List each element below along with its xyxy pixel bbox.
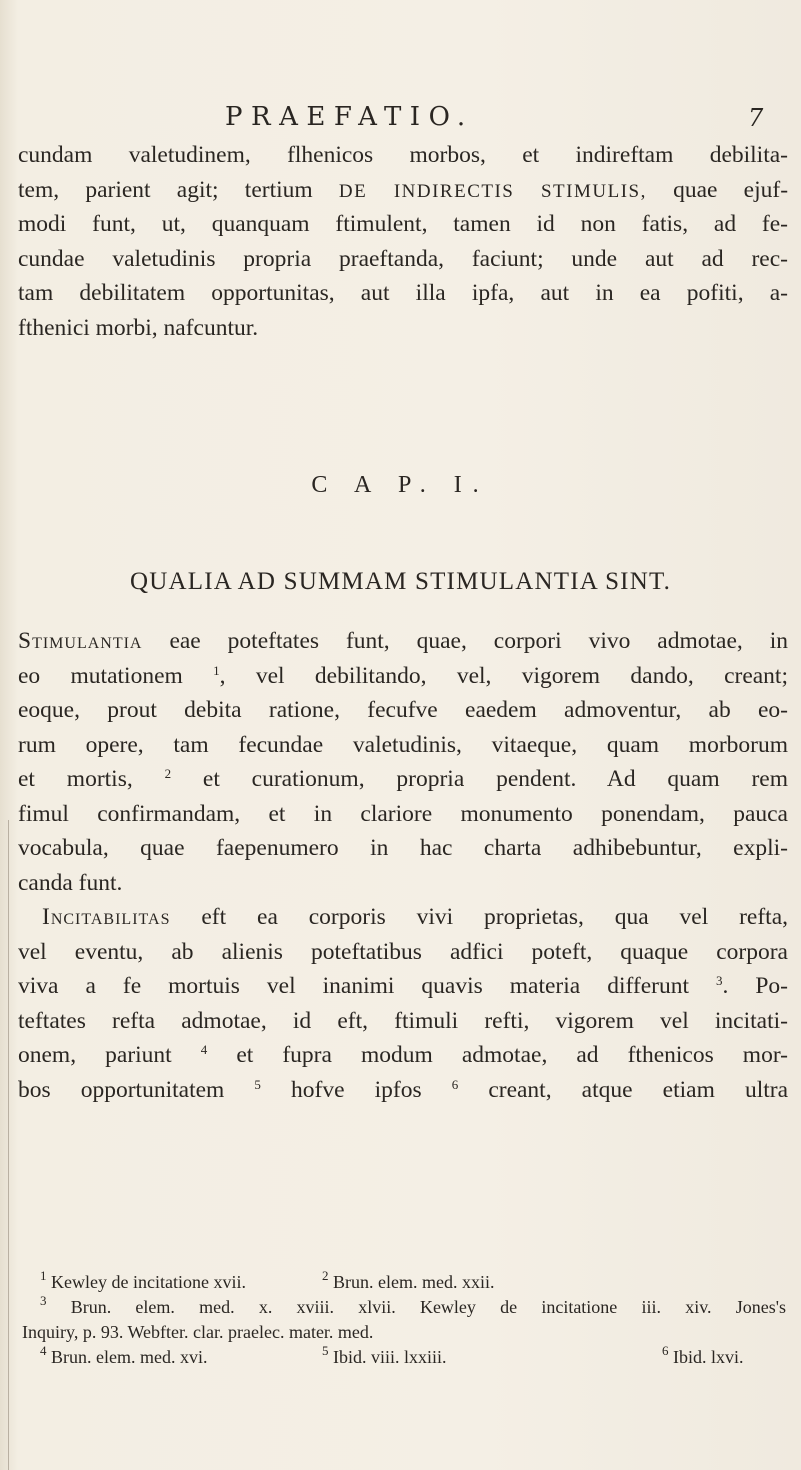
text-line: tam debilitatem opportunitas, aut illa ipfa, aut in ea pofiti, a- bbox=[18, 280, 788, 306]
footnote-3: Brun. elem. med. x. xviii. xlvii. Kewley de incitatione iii. xiv. Jones's bbox=[70, 1297, 787, 1317]
text-line: fimul confirmandam, et in clariore monumento ponendam, pauca bbox=[18, 800, 788, 827]
paragraph-stimulantia bbox=[18, 624, 788, 900]
page-number: 7 bbox=[748, 104, 764, 132]
text-line: canda funt. bbox=[18, 869, 123, 896]
running-head bbox=[0, 100, 801, 140]
footnote-row: $^1$ Kewley de incitatione xvii. $^2$ Brun. elem. med. xxii. bbox=[40, 1268, 495, 1292]
text-line: bos opportunitatem $^5$ hofve ipfos $^6$ creant, atque etiam ultra bbox=[18, 1076, 789, 1103]
footnote-row: $^3$ Brun. elem. med. x. xviii. xlvii. Kewley de incitatione iii. xiv. Jones's bbox=[40, 1293, 787, 1317]
footnote-marker: 5 bbox=[254, 1076, 261, 1092]
text-line: onem, pariunt $^4$ et fupra modum admotae, ad fthenicos mor- bbox=[18, 1042, 789, 1068]
footnote-marker: 6 bbox=[451, 1076, 459, 1092]
footnote-marker: 1 bbox=[213, 662, 220, 678]
text-line: teftates refta admotae, id eft, ftimuli refti, vigorem vel incitati- bbox=[18, 1007, 788, 1034]
lead-term: Incitabilitas bbox=[42, 904, 171, 930]
chapter-label: C A P. I. bbox=[311, 472, 490, 498]
text-line: fthenici morbi, nafcuntur. bbox=[18, 314, 259, 341]
footnote-5: Ibid. viii. lxxiii. bbox=[333, 1347, 447, 1367]
page-gutter-edge bbox=[8, 820, 9, 1470]
footnote-1: Kewley de incitatione xvii. bbox=[51, 1272, 246, 1292]
footnote-marker: 2 bbox=[164, 766, 172, 781]
text-line: vel eventu, ab alienis poteftatibus adfici poteft, quaque corpora bbox=[18, 938, 788, 965]
footnote-6: Ibid. lxvi. bbox=[673, 1347, 744, 1367]
footnote-4: Brun. elem. med. xvi. bbox=[51, 1347, 208, 1367]
footnote-marker: 4 bbox=[200, 1042, 208, 1057]
chapter-title: QUALIA AD SUMMAM STIMULANTIA SINT. bbox=[129, 568, 672, 595]
paragraph-incitabilitas bbox=[18, 900, 788, 1107]
footnote-marker: 3 bbox=[716, 973, 723, 988]
text-line: cundae valetudinis propria praeftanda, faciunt; unde aut ad rec- bbox=[18, 245, 788, 272]
text-line: cundam valetudinem, flhenicos morbos, et indireftam debilita- bbox=[18, 142, 788, 168]
footnote-row bbox=[22, 1320, 786, 1345]
text-line: Incitabilitas eft ea corporis vivi proprietas, qua vel refta, bbox=[42, 904, 789, 930]
text-line: Stimulantia eae poteftates funt, quae, corpori vivo admotae, in bbox=[18, 628, 788, 654]
footnotes bbox=[22, 1270, 786, 1370]
small-caps-phrase: DE INDIRECTIS STIMULIS, bbox=[338, 180, 647, 202]
lead-term: Stimulantia bbox=[18, 628, 143, 654]
running-head-title: PRAEFATIO. bbox=[225, 102, 474, 132]
text-line: eoque, prout debita ratione, fecufve eaedem admoventur, ab eo- bbox=[18, 697, 788, 723]
paragraph-continuation bbox=[18, 138, 788, 345]
text-line: viva a fe mortuis vel inanimi quavis materia differunt $^3$. Po- bbox=[18, 973, 789, 999]
text-line: vocabula, quae faepenumero in hac charta adhibebuntur, expli- bbox=[18, 835, 788, 861]
footnote-row: $^4$ Brun. elem. med. xvi. $^5$ Ibid. viii. lxxiii. $^6$ Ibid. lxvi. bbox=[40, 1343, 744, 1367]
text-line: rum opere, tam fecundae valetudinis, vitaeque, quam morborum bbox=[18, 731, 788, 758]
footnote-3-continued: Inquiry, p. 93. Webfter. clar. praelec. mater. med. bbox=[22, 1322, 374, 1342]
text-line: eo mutationem $^1$, vel debilitando, vel, vigorem dando, creant; bbox=[18, 662, 788, 689]
footnote-2: Brun. elem. med. xxii. bbox=[333, 1272, 495, 1292]
text-line: tem, parient agit; tertium DE INDIRECTIS STIMULIS, quae ejuf- bbox=[18, 176, 789, 203]
text-line: et mortis, $^2$ et curationum, propria pendent. Ad quam rem bbox=[18, 766, 789, 792]
text-line: modi funt, ut, quanquam ftimulent, tamen id non fatis, ad fe- bbox=[18, 211, 788, 237]
